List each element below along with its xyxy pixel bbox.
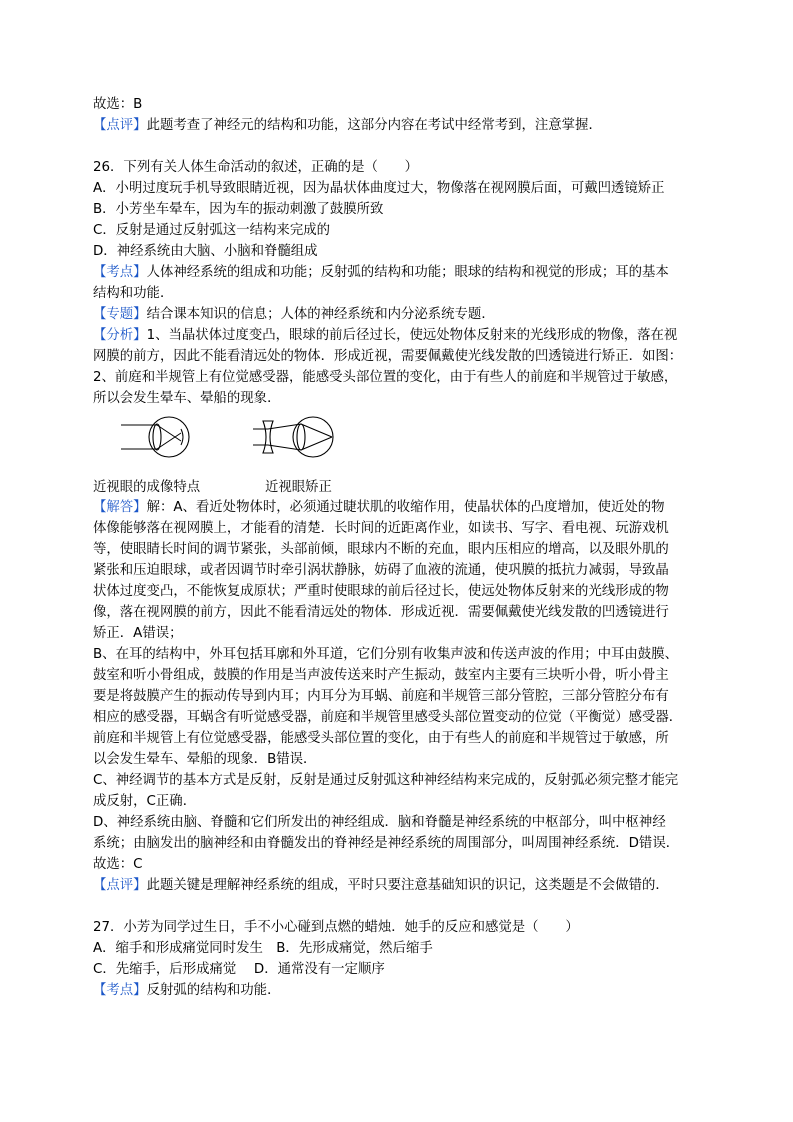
q26-fenxi-2: 网膜的前方，因此不能看清远处的物体．形成近视，需要佩戴使光线发散的凹透镜进行矫正．如图：: [93, 349, 683, 364]
q26-option-a: A．小明过度玩手机导致眼睛近视，因为晶状体曲度过大，物像落在视网膜后面，可戴凹透镜矫正: [93, 181, 665, 196]
figure-caption-right: 近视眼矫正: [265, 480, 332, 495]
myopia-correction-diagram: [253, 415, 343, 459]
q26-stem: 26．下列有关人体生命活动的叙述，正确的是（ ）: [93, 160, 419, 175]
jieda-line: C、神经调节的基本方式是反射，反射是通过反射弧这种神经结构来完成的，反射弧必须完整才能完: [93, 773, 679, 788]
q26-kaodian-cont: 结构和功能．: [93, 286, 174, 301]
fenxi-text: 1、当晶状体过度变凸，眼球的前后径过长，使远处物体反射来的光线形成的物像，落在视: [146, 328, 678, 343]
myopia-imaging-diagram: [119, 415, 199, 459]
comment-line: [93, 115, 713, 136]
jieda-line: 等，使眼睛长时间的调节紧张，头部前倾，眼球内不断的充血，眼内压相应的增高，以及眼外肌的: [93, 542, 669, 557]
jieda-tag: 【解答】: [93, 500, 147, 515]
q27-options-row1: A．缩手和形成痛觉同时发生 B．先形成痛觉，然后缩手: [93, 941, 433, 956]
document-page: [93, 94, 713, 1001]
q26-option-b: B．小芳坐车晕车，因为车的振动刺激了鼓膜所致: [93, 202, 384, 217]
jieda-line: 前庭和半规管上有位觉感受器，能感受头部位置的变化，由于有些人的前庭和半规管过于敏感，所: [93, 731, 669, 746]
jieda-line: B、在耳的结构中，外耳包括耳廓和外耳道，它们分别有收集声波和传送声波的作用；中耳由鼓膜、: [93, 647, 678, 662]
jieda-line: 系统；由脑发出的脑神经和由脊髓发出的脊神经是神经系统的周围部分，叫周围神经系统．D错误．: [93, 836, 680, 851]
jieda-line: 相应的感受器，耳蜗含有听觉感受器，前庭和半规管里感受头部位置变动的位觉（平衡觉）感受器．: [93, 710, 683, 725]
jieda-line: D、神经系统由脑、脊髓和它们所发出的神经组成．脑和脊髓是神经系统的中枢部分，叫中枢神经: [93, 815, 666, 830]
jieda-line: 故选：C: [93, 857, 143, 872]
kaodian-text: 反射弧的结构和功能．: [146, 983, 281, 998]
q26-zhuanti: [93, 304, 713, 325]
q26-dianping: [93, 875, 713, 896]
q26-option-c: C．反射是通过反射弧这一结构来完成的: [93, 223, 330, 238]
q27-kaodian: [93, 980, 713, 1001]
dianping-text: 此题关键是理解神经系统的组成，平时只要注意基础知识的识记，这类题是不会做错的．: [146, 878, 669, 893]
q26-jieda: [93, 497, 713, 518]
q26-fenxi: [93, 325, 713, 346]
comment-text: 此题考查了神经元的结构和功能，这部分内容在考试中经常考到，注意掌握．: [146, 118, 602, 133]
jieda-line: 状体过度变凸，不能恢复成原状；严重时使眼球的前后径过长，使远处物体反射来的光线形成的物: [93, 584, 669, 599]
dianping-tag: 【点评】: [93, 878, 147, 893]
q27-stem: 27．小芳为同学过生日，手不小心碰到点燃的蜡烛．她手的反应和感觉是（ ）: [93, 920, 579, 935]
zhuanti-tag: 【专题】: [93, 307, 147, 322]
q26-fenxi-3: 2、前庭和半规管上有位觉感受器，能感受头部位置的变化，由于有些人的前庭和半规管过于敏感，: [93, 370, 678, 385]
jieda-text: 解：A、看近处物体时，必须通过睫状肌的收缩作用，使晶状体的凸度增加，使近处的物: [146, 500, 665, 515]
jieda-line: 体像能够落在视网膜上，才能看的清楚．长时间的近距离作业，如读书、写字、看电视、玩游戏机: [93, 521, 669, 536]
jieda-line: 矫正．A错误；: [93, 626, 183, 641]
jieda-line: 成反射，C正确．: [93, 794, 197, 809]
jieda-line: 紧张和压迫眼球，或者因调节时牵引涡状静脉，妨碍了血液的流通，使巩膜的抵抗力减弱，导致晶: [93, 563, 669, 578]
comment-tag: 【点评】: [93, 118, 147, 133]
jieda-line: 鼓室和听小骨组成，鼓膜的作用是当声波传送来时产生振动，鼓室内主要有三块听小骨，听小骨主: [93, 668, 669, 683]
q26-option-d: D．神经系统由大脑、小脑和脊髓组成: [93, 244, 318, 259]
kaodian-tag: 【考点】: [93, 265, 147, 280]
kaodian-text: 人体神经系统的组成和功能；反射弧的结构和功能；眼球的结构和视觉的形成；耳的基本: [146, 265, 669, 280]
kaodian-tag: 【考点】: [93, 983, 147, 998]
figure-caption-left: 近视眼的成像特点: [93, 480, 201, 495]
q27-options-row2: C．先缩手，后形成痛觉 D．通常没有一定顺序: [93, 962, 385, 977]
jieda-line: 以会发生晕车、晕船的现象．B错误．: [93, 752, 317, 767]
zhuanti-text: 结合课本知识的信息；人体的神经系统和内分泌系统专题．: [146, 307, 495, 322]
answer-line: 故选：B: [93, 97, 143, 112]
jieda-line: 要是将鼓膜产生的振动传导到内耳；内耳分为耳蜗、前庭和半规管三部分管腔，三部分管腔分布有: [93, 689, 669, 704]
q26-fenxi-4: 所以会发生晕车、晕船的现象．: [93, 391, 281, 406]
fenxi-tag: 【分析】: [93, 328, 147, 343]
q26-kaodian: [93, 262, 713, 283]
jieda-line: 像，落在视网膜的前方，因此不能看清远处的物体．形成近视．需要佩戴使光线发散的凹透镜进行: [93, 605, 669, 620]
myopia-figure: [93, 415, 713, 497]
